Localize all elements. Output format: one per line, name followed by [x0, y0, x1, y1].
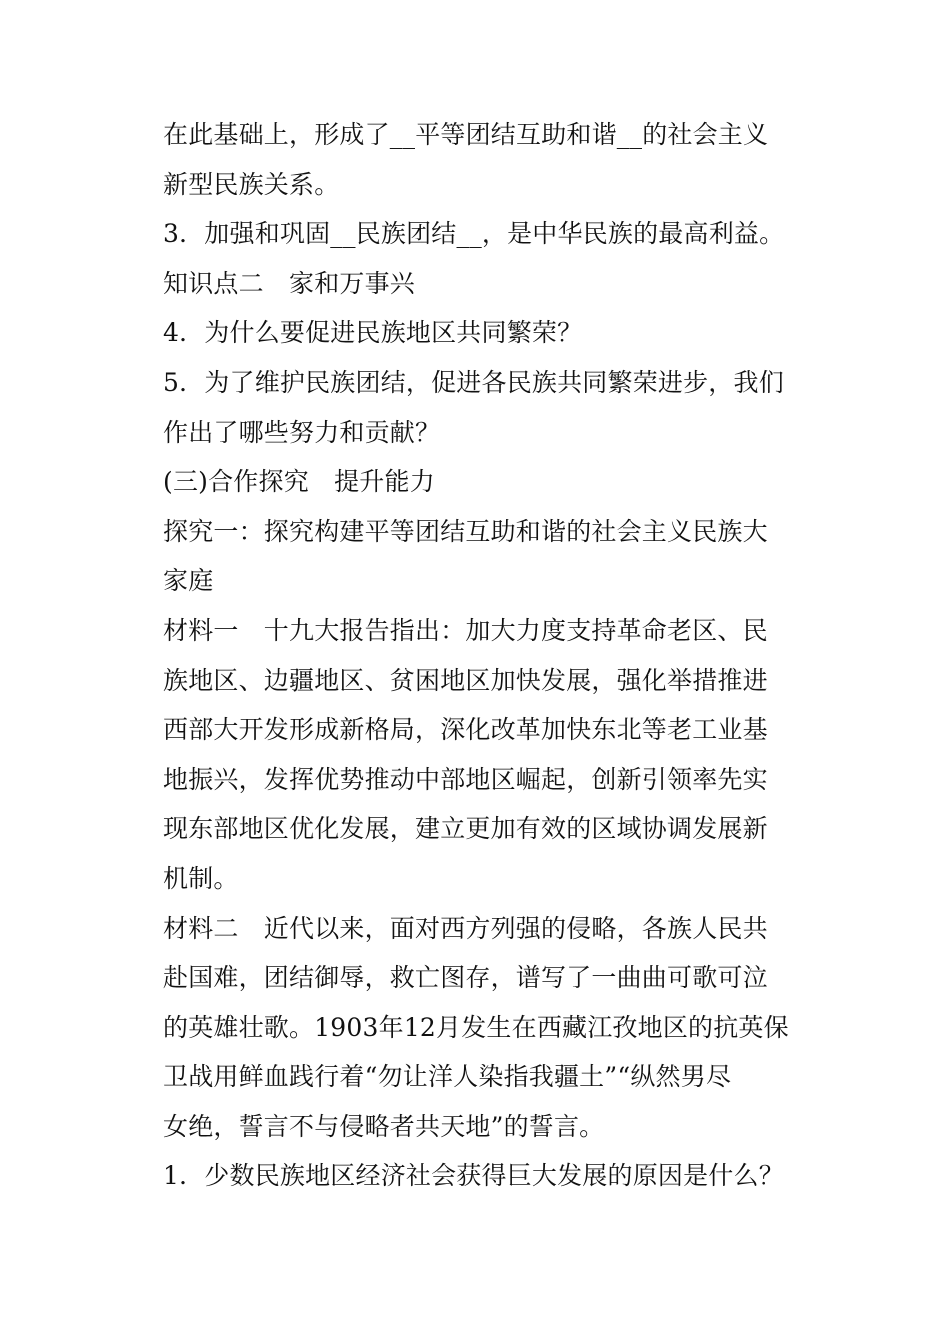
- document-body: [163, 110, 803, 1201]
- text-line: 在此基础上，形成了__平等团结互助和谐__的社会主义: [163, 120, 769, 149]
- question-line: 1．少数民族地区经济社会获得巨大发展的原因是什么？: [163, 1161, 784, 1191]
- text-line: 赴国难，团结御辱，救亡图存，谱写了一曲曲可歌可泣: [163, 963, 768, 993]
- question-line: 5．为了维护民族团结，促进各民族共同繁荣进步，我们: [163, 367, 784, 397]
- text-line: 西部大开发形成新格局，深化改革加快东北等老工业基: [163, 715, 768, 745]
- question-line: 4．为什么要促进民族地区共同繁荣？: [163, 318, 583, 348]
- text-line: 现东部地区优化发展，建立更加有效的区域协调发展新: [163, 814, 768, 844]
- inquiry-heading: 探究一：探究构建平等团结互助和谐的社会主义民族大: [163, 516, 768, 546]
- section-heading: 知识点二 家和万事兴: [163, 268, 416, 298]
- text-line: 3．加强和巩固__民族团结__，是中华民族的最高利益。: [163, 219, 785, 249]
- text-line: 家庭: [163, 566, 214, 596]
- text-line: 族地区、边疆地区、贫困地区加快发展，强化举措推进: [163, 665, 768, 695]
- material-line: 材料一 十九大报告指出：加大力度支持革命老区、民: [163, 615, 768, 645]
- text-line: 女绝，誓言不与侵略者共天地”的誓言。: [163, 1111, 605, 1141]
- material-line: 材料二 近代以来，面对西方列强的侵略，各族人民共: [163, 913, 768, 943]
- text-line: 新型民族关系。: [163, 169, 340, 199]
- section-heading: (三)合作探究 提升能力: [163, 467, 435, 497]
- text-line: 的英雄壮歌。1903年12月发生在西藏江孜地区的抗英保: [163, 1012, 789, 1042]
- text-line: 机制。: [163, 863, 239, 893]
- text-line: 作出了哪些努力和贡献？: [163, 417, 441, 447]
- text-line: 地振兴，发挥优势推动中部地区崛起，创新引领率先实: [163, 764, 768, 794]
- text-line: 卫战用鲜血践行着“勿让洋人染指我疆土”“纵然男尽: [163, 1062, 732, 1092]
